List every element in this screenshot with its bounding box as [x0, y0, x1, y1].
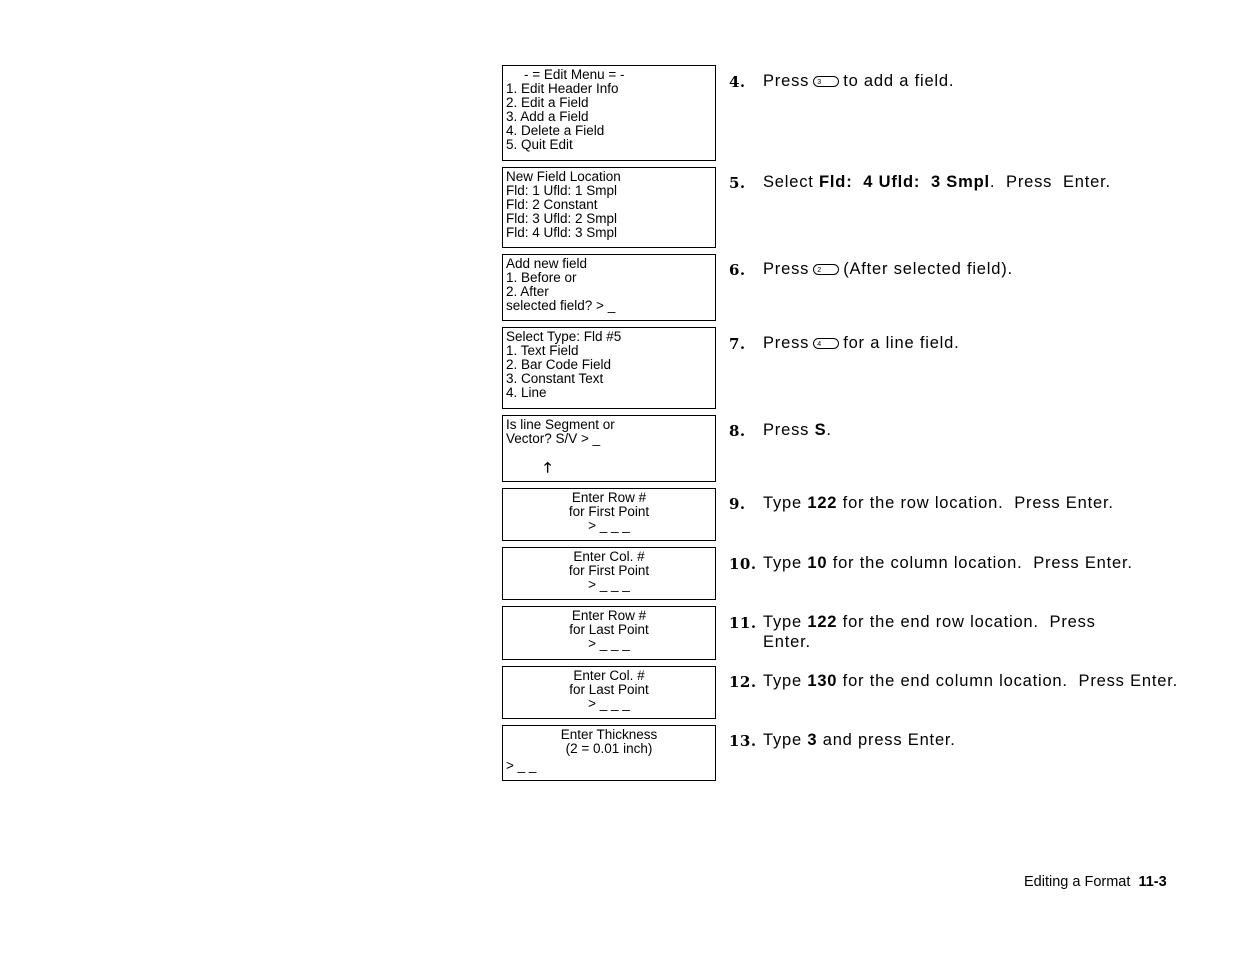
screen-line: 1. Edit Header Info — [506, 81, 619, 96]
step-text-post: for a line field. — [843, 334, 960, 352]
step-6 — [729, 259, 1179, 279]
key-2-icon: 2 — [813, 264, 839, 275]
lcd-screen-enter-thickness — [502, 725, 716, 781]
step-text — [763, 671, 1179, 691]
screen-line: Enter Col. # — [573, 549, 645, 564]
step-text-bold: 10 — [807, 554, 828, 572]
step-text — [763, 333, 1179, 353]
screen-line: 4. Delete a Field — [506, 123, 605, 138]
screen-line: Enter Thickness — [560, 727, 658, 742]
lcd-screen-enter-row-first — [502, 488, 716, 541]
screen-line: Fld: 3 Ufld: 2 Smpl — [506, 211, 618, 226]
step-13 — [729, 730, 1179, 750]
screen-line: Fld: 4 Ufld: 3 Smpl — [506, 225, 618, 240]
screen-line: > _ _ _ — [588, 636, 630, 651]
step-text — [763, 71, 1179, 91]
step-number: 4. — [729, 73, 746, 91]
step-text-bold: Fld: 4 Ufld: 3 Smpl — [819, 173, 990, 191]
step-text-bold: 122 — [807, 494, 838, 512]
screen-line: selected field? > _ — [506, 298, 616, 313]
step-number: 13. — [729, 732, 757, 750]
step-9 — [729, 493, 1179, 513]
step-number: 8. — [729, 422, 746, 440]
step-number: 6. — [729, 261, 746, 279]
screen-line: > _ _ — [506, 758, 537, 773]
step-number: 11. — [729, 614, 757, 632]
screen-line: 5. Quit Edit — [506, 137, 573, 152]
screen-line: Vector? S/V > _ — [506, 431, 601, 446]
step-text-pre: Type — [763, 731, 808, 749]
lcd-screen-select-type — [502, 327, 716, 409]
screen-line: for First Point — [568, 504, 650, 519]
screen-line: for Last Point — [569, 622, 649, 637]
screen-line: for First Point — [568, 563, 650, 578]
step-text — [763, 259, 1179, 279]
step-number: 7. — [729, 335, 746, 353]
step-text-pre: Type — [763, 613, 808, 631]
lcd-screen-edit-menu — [502, 65, 716, 161]
screen-line: Add new field — [506, 256, 588, 271]
page-footer — [1024, 873, 1167, 891]
screen-line: 4. Line — [506, 385, 547, 400]
step-5 — [729, 172, 1179, 192]
step-text-pre: Press — [763, 260, 810, 278]
step-12 — [729, 671, 1179, 691]
screen-line: > _ _ _ — [588, 577, 630, 592]
step-text-post: . Press Enter. — [989, 173, 1111, 191]
step-text — [763, 553, 1179, 573]
step-text — [763, 172, 1179, 192]
step-text-bold: S — [814, 421, 827, 439]
screen-line: 2. After — [506, 284, 549, 299]
step-number: 9. — [729, 495, 746, 513]
step-text-post: . — [826, 421, 832, 439]
step-text — [763, 420, 1179, 440]
screen-line: Enter Row # — [571, 490, 647, 505]
screen-line: Fld: 2 Constant — [506, 197, 598, 212]
step-text-pre: Type — [763, 554, 808, 572]
key-4-icon: 4 — [813, 338, 839, 349]
screen-line: 3. Constant Text — [506, 371, 604, 386]
screen-line: - = Edit Menu = - — [524, 67, 625, 82]
step-text — [763, 730, 1179, 750]
step-8 — [729, 420, 1179, 440]
screen-line: New Field Location — [506, 169, 621, 184]
step-text — [763, 493, 1179, 513]
screen-line: Enter Col. # — [573, 668, 645, 683]
screen-line: Fld: 1 Ufld: 1 Smpl — [506, 183, 618, 198]
step-text-bold: 122 — [807, 613, 838, 631]
screen-line: 1. Text Field — [506, 343, 579, 358]
step-text-pre: Type — [763, 672, 808, 690]
step-number: 10. — [729, 555, 757, 573]
step-11 — [729, 612, 1149, 652]
step-text-pre: Press — [763, 334, 810, 352]
lcd-screen-segment-or-vector — [502, 415, 716, 482]
footer-page-number: 11-3 — [1138, 874, 1167, 890]
step-text — [763, 612, 1149, 652]
key-3-icon: 3 — [813, 76, 839, 87]
lcd-screen-new-field-location — [502, 167, 716, 248]
step-text-post: (After selected field). — [843, 260, 1013, 278]
footer-section-title: Editing a Format — [1024, 874, 1131, 890]
step-text-bold: 3 — [807, 731, 818, 749]
screen-line: 1. Before or — [506, 270, 577, 285]
step-text-post: for the column location. Press Enter. — [827, 554, 1133, 572]
step-10 — [729, 553, 1179, 573]
step-4 — [729, 71, 1179, 91]
lcd-screen-enter-row-last — [502, 606, 716, 660]
screen-line: > _ _ _ — [588, 696, 630, 711]
step-text-post: for the row location. Press Enter. — [837, 494, 1114, 512]
step-number: 5. — [729, 174, 746, 192]
screen-line: Enter Row # — [571, 608, 647, 623]
step-text-post: to add a field. — [843, 72, 955, 90]
step-text-post: and press Enter. — [817, 731, 956, 749]
lcd-screen-enter-col-first — [502, 547, 716, 600]
up-arrow-icon: 🡑 — [544, 459, 552, 475]
screen-line: for Last Point — [569, 682, 649, 697]
screen-line: 3. Add a Field — [506, 109, 589, 124]
lcd-screen-enter-col-last — [502, 666, 716, 719]
screen-line: 2. Edit a Field — [506, 95, 589, 110]
step-text-post: for the end row location. Press Enter. — [763, 613, 1102, 651]
step-text-post: for the end column location. Press Enter. — [837, 672, 1179, 690]
step-text-bold: 130 — [807, 672, 838, 690]
step-text-pre: Press — [763, 421, 815, 439]
lcd-screen-add-new-field — [502, 254, 716, 321]
step-text-pre: Press — [763, 72, 810, 90]
step-text-pre: Select — [763, 173, 820, 191]
step-number: 12. — [729, 673, 757, 691]
step-7 — [729, 333, 1179, 353]
screen-line: Select Type: Fld #5 — [506, 329, 622, 344]
screen-line: > _ _ _ — [588, 518, 630, 533]
step-text-pre: Type — [763, 494, 808, 512]
screen-line: Is line Segment or — [506, 417, 615, 432]
screen-line: (2 = 0.01 inch) — [565, 741, 653, 756]
screen-line: 2. Bar Code Field — [506, 357, 612, 372]
